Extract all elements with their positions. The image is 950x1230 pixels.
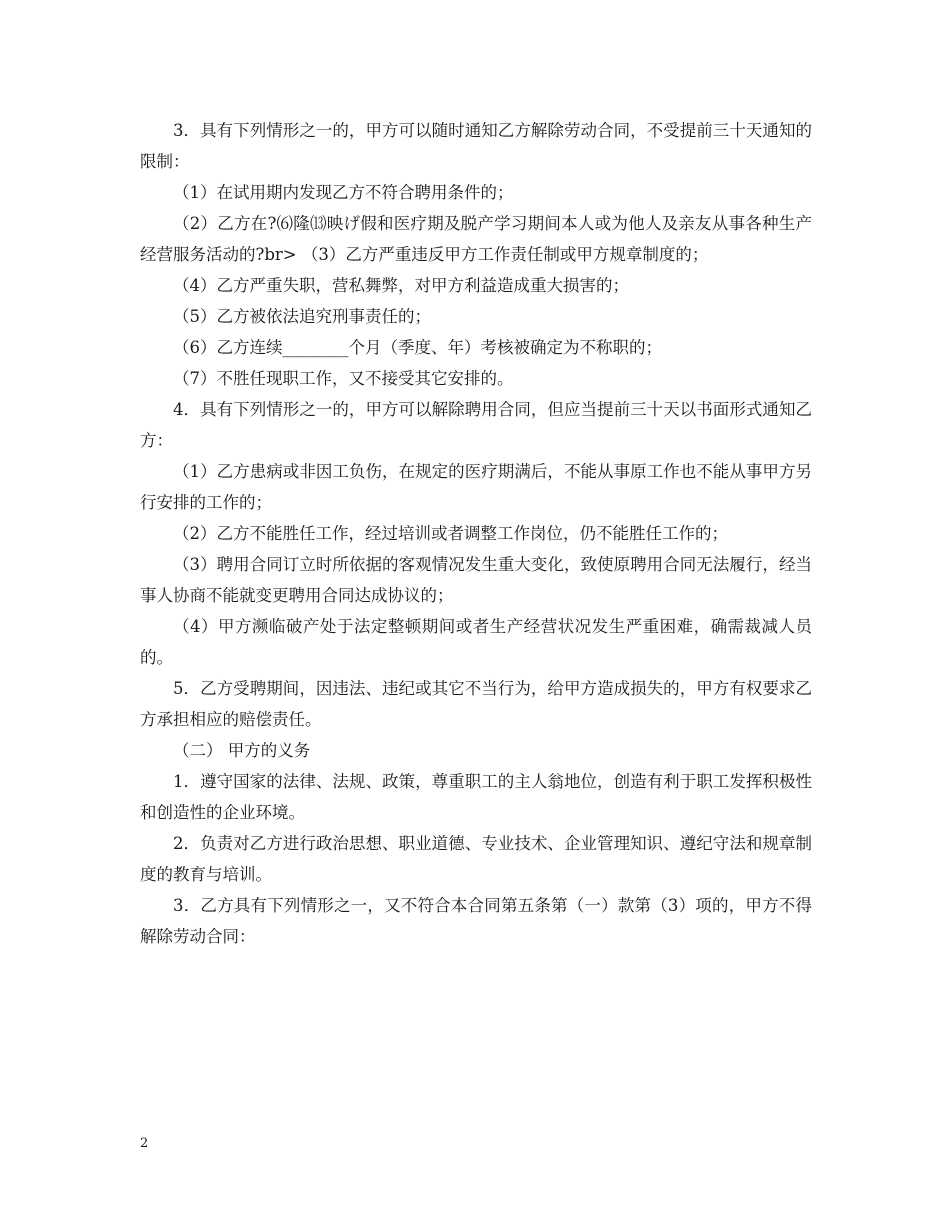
paragraph-clause-4-notice-termination: 4．具有下列情形之一的，甲方可以解除聘用合同，但应当提前三十天以书面形式通知乙方： [140,400,812,450]
paragraph-item-6-assessment: （6）乙方连续________个月（季度、年）考核被确定为不称职的； [173,338,662,357]
paragraph-item-2-outside-activity: （2）乙方在?⑹隆⒀映げ假和医疗期及脱产学习期间本人或为他人及亲友从事各种生产经营服务活动的?br> （3）乙方严重违反甲方工作责任制或甲方规章制度的； [140,214,812,264]
paragraph-clause-5-compensation: 5．乙方受聘期间，因违法、违纪或其它不当行为，给甲方造成损失的，甲方有权要求乙方承担相应的赔偿责任。 [140,679,812,729]
paragraph-item-1-probation: （1）在试用期内发现乙方不符合聘用条件的； [173,183,514,202]
paragraph-notice-item-1-illness: （1）乙方患病或非因工负伤，在规定的医疗期满后，不能从事原工作也不能从事甲方另行安排的工作的； [140,462,812,512]
page-number: 2 [140,1136,149,1151]
paragraph-obligation-1-laws: 1．遵守国家的法律、法规、政策，尊重职工的主人翁地位，创造有利于职工发挥积极性和创造性的企业环境。 [140,772,812,822]
paragraph-notice-item-3-circumstances: （3）聘用合同订立时所依据的客观情况发生重大变化，致使原聘用合同无法履行，经当事人协商不能就变更聘用合同达成协议的； [140,555,812,605]
paragraph-item-5-criminal: （5）乙方被依法追究刑事责任的； [173,307,431,326]
paragraph-item-7-incompetent: （7）不胜任现职工作，又不接受其它安排的。 [173,369,514,388]
paragraph-clause-3-immediate-termination: 3．具有下列情形之一的，甲方可以随时通知乙方解除劳动合同，不受提前三十天通知的限制： [140,121,812,171]
paragraph-notice-item-4-bankruptcy: （4）甲方濒临破产处于法定整顿期间或者生产经营状况发生严重困难，确需裁减人员的。 [140,617,812,667]
paragraph-item-4-dereliction: （4）乙方严重失职，营私舞弊，对甲方利益造成重大损害的； [173,276,629,295]
paragraph-obligation-2-training: 2．负责对乙方进行政治思想、职业道德、专业技术、企业管理知识、遵纪守法和规章制度的教育与培训。 [140,834,812,884]
section-heading-employer-obligations: （二） 甲方的义务 [173,741,311,760]
document-body [140,115,812,952]
paragraph-notice-item-2-training: （2）乙方不能胜任工作，经过培训或者调整工作岗位，仍不能胜任工作的； [173,524,728,543]
paragraph-obligation-3-no-termination: 3．乙方具有下列情形之一，又不符合本合同第五条第（一）款第（3）项的，甲方不得解除劳动合同： [140,896,812,946]
